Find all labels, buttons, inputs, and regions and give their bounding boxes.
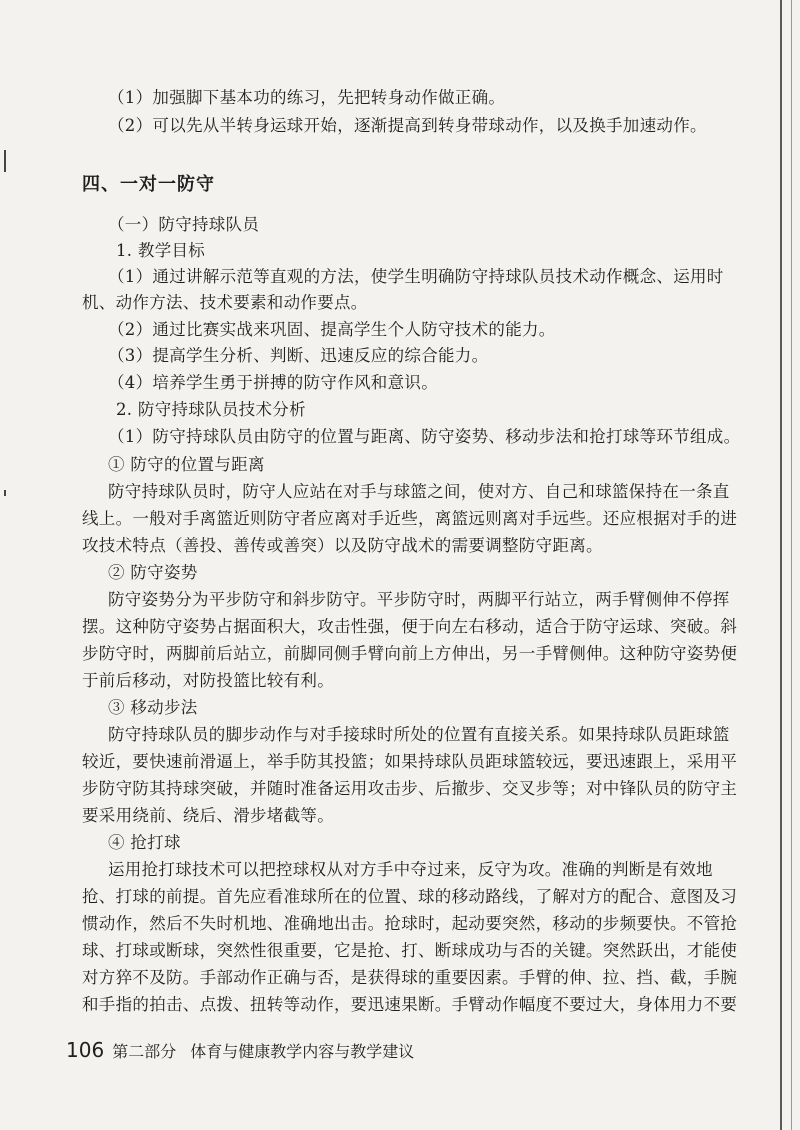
scan-edge <box>780 0 782 1130</box>
text-line: 机、动作方法、技术要素和动作要点。 <box>82 293 368 312</box>
text-line: 防守持球队员的脚步动作与对手接球时所处的位置有直接关系。如果持球队员距球篮 <box>108 725 730 744</box>
circled-heading: ① 防守的位置与距离 <box>108 455 265 474</box>
page-number: 106 <box>66 1038 105 1062</box>
text-line: 于前后移动，对防投篮比较有利。 <box>82 671 334 690</box>
scan-mark <box>4 150 6 172</box>
text-line: 较近，要快速前滑逼上，举手防其投篮；如果持球队员距球篮较远，要迅速跟上，采用平 <box>82 752 738 771</box>
circled-heading: ④ 抢打球 <box>108 833 181 852</box>
circled-heading: ③ 移动步法 <box>108 698 198 717</box>
text-line: （2）可以先从半转身运球开始，逐渐提高到转身带球动作，以及换手加速动作。 <box>108 116 707 135</box>
item-heading: 1. 教学目标 <box>116 241 206 260</box>
text-line: 步防守防其持球突破，并随时准备运用攻击步、后撤步、交叉步等；对中锋队员的防守主 <box>82 779 738 798</box>
text-line: 运用抢打球技术可以把控球权从对方手中夺过来，反守为攻。准确的判断是有效地 <box>108 860 713 879</box>
text-line: 要采用绕前、绕后、滑步堵截等。 <box>82 806 334 825</box>
text-line: 对方猝不及防。手部动作正确与否，是获得球的重要因素。手臂的伸、拉、挡、截，手腕 <box>82 968 738 987</box>
subsection-title: （一）防守持球队员 <box>108 215 260 234</box>
text-line: （1）通过讲解示范等直观的方法，使学生明确防守持球队员技术动作概念、运用时 <box>108 267 724 286</box>
text-line: 防守姿势分为平步防守和斜步防守。平步防守时，两脚平行站立，两手臂侧伸不停挥 <box>108 590 730 609</box>
text-line: （1）加强脚下基本功的练习，先把转身动作做正确。 <box>108 88 506 107</box>
text-line: 线上。一般对手离篮近则防守者应离对手近些，离篮远则离对手远些。还应根据对手的进 <box>82 509 738 528</box>
text-line: （2）通过比赛实战来巩固、提高学生个人防守技术的能力。 <box>108 320 556 339</box>
text-line: 球、打球或断球，突然性很重要，它是抢、打、断球成功与否的关键。突然跃出，才能使 <box>82 941 738 960</box>
item-heading: 2. 防守持球队员技术分析 <box>116 400 306 419</box>
text-line: 惯动作，然后不失时机地、准确地出击。抢球时，起动要突然，移动的步频要快。不管抢 <box>82 914 738 933</box>
text-line: （4）培养学生勇于拼搏的防守作风和意识。 <box>108 373 438 392</box>
footer-title: 体育与健康教学内容与教学建议 <box>190 1042 415 1061</box>
text-line: 防守持球队员时，防守人应站在对手与球篮之间，使对方、自己和球篮保持在一条直 <box>108 482 730 501</box>
text-line: 摆。这种防守姿势占据面积大，攻击性强，便于向左右移动，适合于防守运球、突破。斜 <box>82 617 738 636</box>
text-line: 步防守时，两脚前后站立，前脚同侧手臂向前上方伸出，另一手臂侧伸。这种防守姿势便 <box>82 644 738 663</box>
circled-heading: ② 防守姿势 <box>108 563 198 582</box>
scan-edge <box>791 0 792 1130</box>
text-line: （1）防守持球队员由防守的位置与距离、防守姿势、移动步法和抢打球等环节组成。 <box>108 427 741 446</box>
text-line: 抢、打球的前提。首先应看准球所在的位置、球的移动路线，了解对方的配合、意图及习 <box>82 887 738 906</box>
section-heading: 四、一对一防守 <box>82 174 215 195</box>
page-footer <box>66 1038 414 1064</box>
text-line: 和手指的拍击、点拨、扭转等动作，要迅速果断。手臂动作幅度不要过大，身体用力不要 <box>82 995 738 1014</box>
footer-part: 第二部分 <box>112 1042 177 1061</box>
scan-mark <box>4 490 6 496</box>
text-line: （3）提高学生分析、判断、迅速反应的综合能力。 <box>108 346 489 365</box>
text-line: 攻技术特点（善投、善传或善突）以及防守战术的需要调整防守距离。 <box>82 536 603 555</box>
